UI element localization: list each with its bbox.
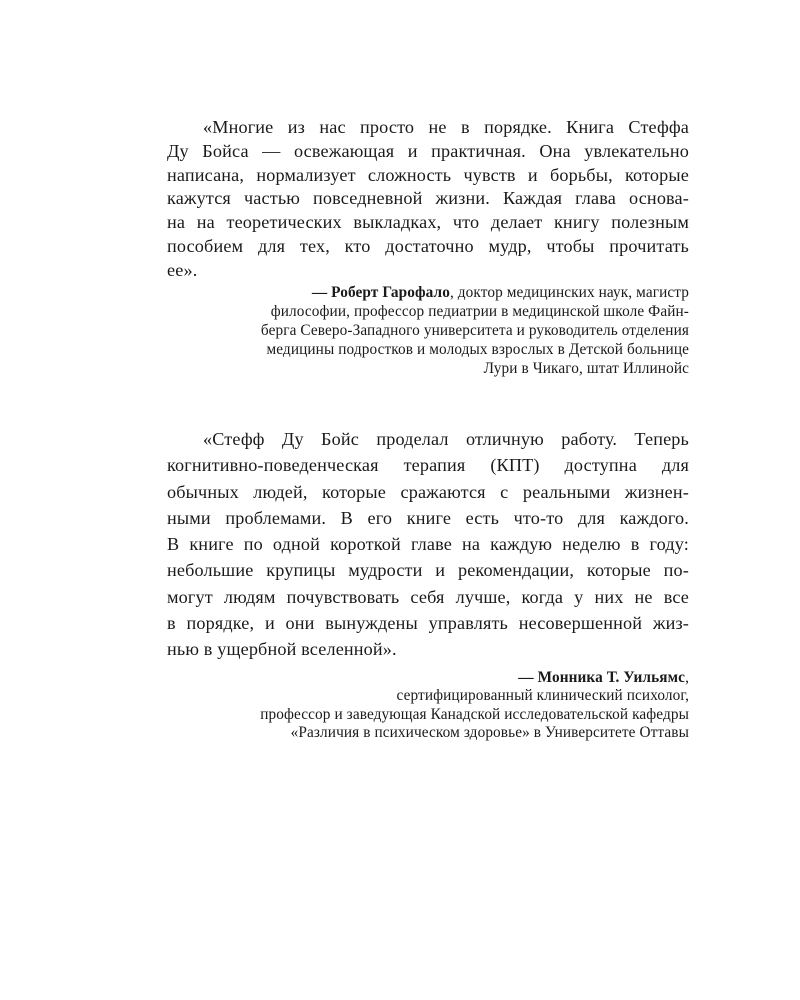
quote-line: небольшие крупицы мудрости и рекомендации, которые по- xyxy=(167,560,689,581)
quote-line: нью в ущербной вселенной». xyxy=(167,639,397,660)
attribution-line: философии, профессор педиатрии в медицинской школе Файн- xyxy=(270,302,689,320)
endorsement-quote-2 xyxy=(167,426,689,743)
quote-text xyxy=(167,426,689,663)
quote-line: В книге по одной короткой главе на каждую неделю в году: xyxy=(167,534,689,555)
quote-line: Ду Бойса — освежающая и практичная. Она увлекательно xyxy=(167,140,689,161)
quote-line: ее». xyxy=(167,259,198,280)
author-credentials: , доктор медицинских наук, магистр xyxy=(449,283,689,301)
quote-line: написана, нормализует сложность чувств и борьбы, которые xyxy=(167,164,689,185)
attribution-line: берга Северо-Западного университета и руководитель отделения xyxy=(260,321,689,339)
quote-line: обычных людей, которые сражаются с реальными жизнен- xyxy=(167,481,689,502)
attribution-line: «Различия в психическом здоровье» в Университете Оттавы xyxy=(290,724,689,742)
quote-line: на на теоретических выкладках, что делает книгу полезным xyxy=(167,212,689,233)
attribution-line: медицины подростков и молодых взрослых в Детской больнице xyxy=(266,341,689,359)
attribution-line xyxy=(167,283,689,302)
quote-line: пособием для тех, кто достаточно мудр, чтобы прочитать xyxy=(167,235,689,256)
attribution-line: сертифицированный клинический психолог, xyxy=(396,687,689,705)
author-name: Монника Т. Уильямс xyxy=(537,668,686,686)
quote-line: «Многие из нас просто не в порядке. Книга Стеффа xyxy=(203,117,689,137)
attribution-line: профессор и заведующая Канадской исследовательской кафедры xyxy=(260,705,689,723)
attribution xyxy=(167,669,689,743)
attribution-line: Лури в Чикаго, штат Иллинойс xyxy=(483,360,689,378)
attribution xyxy=(167,283,689,379)
attribution-line xyxy=(167,669,689,688)
author-credentials: , xyxy=(685,668,689,686)
quote-line: в порядке, и они вынуждены управлять несовершенной жиз- xyxy=(167,613,689,634)
endorsement-quote-1 xyxy=(167,116,689,379)
quote-line: «Стефф Ду Бойс проделал отличную работу. Теперь xyxy=(203,429,689,449)
author-dash: — xyxy=(311,283,332,301)
quote-line: кажутся частью повседневной жизни. Каждая глава основа- xyxy=(167,188,689,209)
quote-line: ными проблемами. В его книге есть что-то для каждого. xyxy=(167,507,689,528)
author-dash: — xyxy=(518,668,538,686)
quote-line: могут людям почувствовать себя лучше, когда у них не все xyxy=(167,586,689,607)
quote-line: когнитивно-поведенческая терапия (КПТ) доступна для xyxy=(167,455,689,476)
quote-text xyxy=(167,116,689,283)
author-name: Роберт Гарофало xyxy=(331,283,450,301)
